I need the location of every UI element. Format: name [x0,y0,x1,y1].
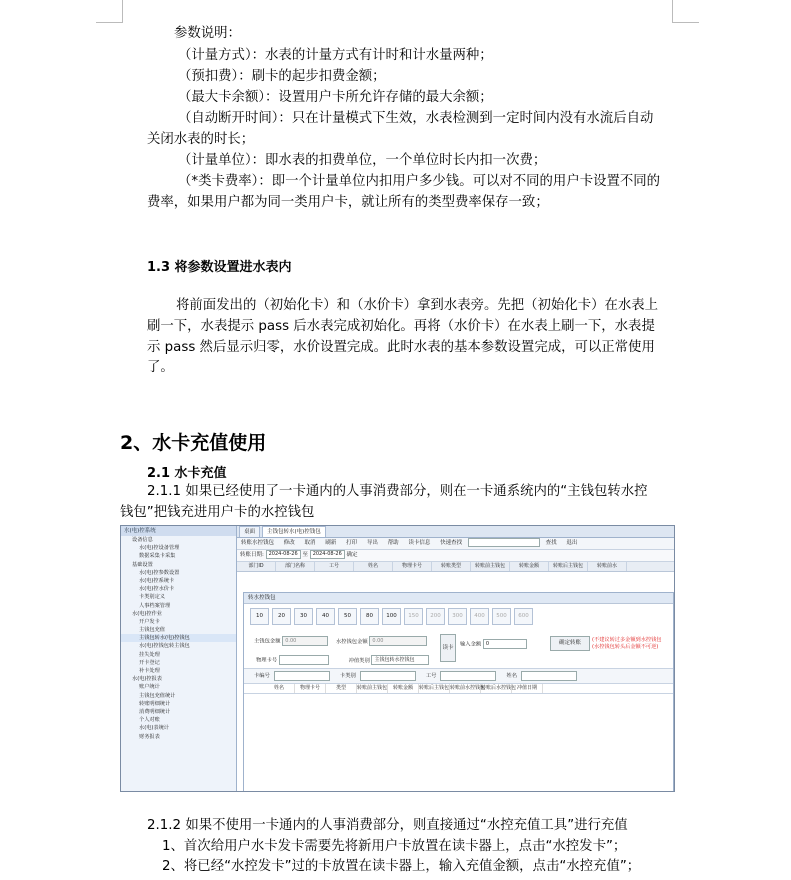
amount-button[interactable]: 20 [272,608,291,625]
toolbar-search-button[interactable]: 查找 [545,540,557,546]
result-column-header[interactable]: 类型 [326,684,357,693]
amount-button[interactable]: 50 [338,608,357,625]
nav-tree-item[interactable]: 水(电)表统计 [139,725,169,732]
date-separator: 至 [302,552,308,558]
charge-class-label: 冲值类别 [348,657,370,664]
toolbar-readcard-button[interactable]: 读卡信息 [408,540,431,546]
nav-tree-item[interactable]: 水(电)控报表 [132,676,162,683]
toolbar-print-button[interactable]: 打印 [346,540,358,546]
filter-label: 转账日期: [240,552,264,558]
nav-tree-item[interactable]: 财务报表 [139,733,160,740]
nav-tree-item[interactable]: 账户统计 [139,684,160,691]
result-column-header[interactable]: 转账后主钱包 [419,685,450,691]
paragraph-line: 刷一下，水表提示 pass 后水表完成初始化。再将（水价卡）在水表上刷一下，水表提 [147,319,655,334]
toolbar-edit-button[interactable]: 修改 [283,540,295,546]
input-amount-field[interactable]: 0 [483,639,527,649]
nav-tree-item[interactable]: 水(电)控设备管理 [139,545,180,552]
section-2-heading: 2、水卡充值使用 [120,432,267,454]
input-amount-row [460,639,527,649]
amount-button[interactable]: 500 [492,608,511,625]
quick-search-input[interactable] [468,538,540,547]
paragraph-line: 2、将已经“水控发卡”过的卡放置在读卡器上，输入充值金额，点击“水控充值”； [162,859,641,874]
dialog-title: 转水控钱包 [244,593,673,604]
date-from-input[interactable]: 2024-08-26 [266,550,301,559]
card-number-label: 物理卡号 [256,657,278,664]
transfer-dialog [243,592,674,792]
main-wallet-label: 主钱包金额 [254,638,281,645]
crop-mark-right [672,0,699,23]
paragraph-line: 2.1.1 如果已经使用了一卡通内的人事消费部分，则在一卡通系统内的“主钱包转水控 [147,484,648,499]
main-area [237,526,674,791]
param-line: （自动断开时间）：只在计量模式下生效，水表检测到一定时间内没有水流后自动 [178,111,654,126]
info-field-label: 姓名 [506,673,518,679]
result-column-header[interactable]: 转账后水控钱包 [481,685,517,691]
amount-button[interactable]: 40 [316,608,335,625]
main-wallet-field: 0.00 [282,636,328,646]
nav-tree-title: 水(电)控系统 [121,526,236,536]
grid-header [237,562,674,572]
param-line: 关闭水表的时长； [147,132,255,147]
result-column-header[interactable]: 转账前主钱包 [357,685,388,691]
charge-class-select[interactable]: 主钱包转水控钱包 [371,655,429,665]
amount-button[interactable]: 200 [426,608,445,625]
paragraph-line: 将前面发出的（初始化卡）和（水价卡）拿到水表旁。先把（初始化卡）在水表上 [176,298,659,313]
date-to-input[interactable]: 2024-08-26 [310,550,345,559]
card-number-field[interactable] [279,655,329,665]
crop-mark-left [96,0,123,23]
nav-tree-items [121,536,236,741]
param-line: （计量方式）：水表的计量方式有计时和计水量两种； [178,48,493,63]
quick-search-label: 快速查找 [440,540,463,546]
nav-tree-item[interactable]: 水(电)控钱包转主钱包 [139,643,190,650]
nav-tree-item[interactable]: 开卡登记 [139,659,160,666]
card-info-bar [244,668,673,684]
nav-tree-item[interactable]: 水(电)控作业 [132,610,162,617]
confirm-transfer-button[interactable]: 确定转账 [550,636,590,651]
paragraph-line: 示 pass 然后显示归零，水价设置完成。此时水表的基本参数设置完成，可以正常使用 [147,340,655,355]
water-wallet-field: 0.00 [369,636,427,646]
amount-buttons [250,608,536,625]
card-row [256,655,429,665]
grid-column-header[interactable]: 姓名 [354,562,393,571]
result-column-header[interactable]: 物理卡号 [295,684,326,693]
toolbar [237,538,674,550]
nav-tree-item[interactable]: 补卡处理 [139,668,160,674]
paragraph-line: 了。 [147,360,174,375]
filter-confirm-button[interactable]: 确定 [346,552,358,558]
toolbar-cancel-button[interactable]: 取消 [304,540,316,546]
toolbar-refresh-button[interactable]: 刷新 [325,540,337,546]
nav-tree-item[interactable]: 水(电)控参数设置 [139,569,180,576]
amount-button[interactable]: 10 [250,608,269,625]
paragraph-line: 1、首次给用户水卡发卡需要先将新用户卡放置在读卡器上，点击“水控发卡”； [162,839,627,854]
result-column-header[interactable]: 转账前水控钱包 [450,685,486,691]
nav-tree-item[interactable]: 主钱包充值统计 [139,692,176,699]
paragraph-line: 2.1.2 如果不使用一卡通内的人事消费部分，则直接通过“水控充值工具”进行充值 [147,818,628,833]
param-line: （计量单位）：即水表的扣费单位，一个单位时长内扣一次费； [178,153,547,168]
amount-button[interactable]: 600 [514,608,533,625]
grid-column-header[interactable]: 转账金额 [510,562,549,571]
filter-bar [237,550,674,562]
main-wallet-row [254,636,427,646]
tab-transfer[interactable]: 主钱包转水(电)控钱包 [262,526,326,537]
result-column-header[interactable]: 转账金额 [388,684,419,693]
nav-tree-item[interactable]: 转账明细统计 [139,700,171,707]
info-field-box [521,671,577,681]
nav-tree-item[interactable]: 卡类别定义 [139,594,165,601]
info-field-box [440,671,496,681]
param-line: 费率，如果用户都为同一类用户卡，就让所有的类型费率保存一致； [147,195,549,210]
tab-bar [237,526,674,538]
warning-line: (不建议转过多金额到水控钱包 [592,637,662,643]
amount-button[interactable]: 100 [382,608,401,625]
embedded-screenshot [120,525,675,792]
param-line: （最大卡余额）：设置用户卡所允许存储的最大余额； [178,90,493,105]
grid-column-header[interactable]: 部门ID [237,562,276,571]
info-field-label: 工号 [425,673,437,679]
grid-column-header[interactable]: 转账后主钱包 [549,562,588,571]
grid-column-header[interactable]: 转账前水 [588,562,627,571]
amount-button[interactable]: 30 [294,608,313,625]
water-wallet-label: 水控钱包金额 [335,638,368,645]
nav-tree-item[interactable]: 基础设置 [132,561,153,568]
amount-button[interactable]: 80 [360,608,379,625]
info-field-box [274,671,330,681]
params-title: 参数说明： [174,26,241,41]
nav-tree-item[interactable]: 设备信息 [132,537,153,543]
info-field-label: 卡类别 [339,673,356,679]
toolbar-exit-button[interactable]: 退出 [566,540,578,546]
result-column-header[interactable]: 姓名 [264,684,295,693]
grid-column-header[interactable]: 转账类型 [432,562,471,571]
section-1-3-heading: 1.3 将参数设置进水表内 [147,260,292,275]
read-card-button[interactable]: 读卡 [440,634,456,662]
nav-tree-item[interactable]: 主钱包充值 [139,627,165,634]
nav-tree-item[interactable]: 主钱包转水(电)控钱包 [121,634,236,642]
toolbar-transfer-button[interactable]: 转账水控钱包 [241,540,275,546]
warning-line: (水控钱包转头后金额不可逆) [592,644,659,650]
info-field-box [360,671,416,681]
amount-button[interactable]: 400 [470,608,489,625]
result-column-header[interactable]: 冲值日期 [512,684,543,693]
grid-column-header[interactable]: 物理卡号 [393,562,432,571]
nav-tree-item[interactable]: 水(电)控水价卡 [139,586,175,593]
grid-column-header[interactable]: 部门名称 [276,562,315,571]
amount-button[interactable]: 150 [404,608,423,625]
amount-button[interactable]: 300 [448,608,467,625]
nav-tree-item[interactable]: 个人对账 [139,717,160,724]
nav-tree [121,526,237,791]
param-line: （*类卡费率）：即一个计量单位内扣用户多少钱。可以对不同的用户卡设置不同的 [178,174,661,189]
info-field-label: 卡编号 [254,673,270,679]
nav-tree-item[interactable]: 人事档案管理 [139,602,171,609]
nav-tree-item[interactable]: 数据采集卡采集 [139,553,176,560]
nav-tree-item[interactable]: 水(电)控系统卡 [139,577,175,584]
nav-tree-item[interactable]: 挂失处理 [139,651,160,658]
nav-tree-item[interactable]: 开户发卡 [139,618,160,625]
grid-column-header[interactable]: 转账前主钱包 [471,562,510,571]
result-grid-header [244,684,673,694]
param-line: （预扣费）：刷卡的起步扣费金额； [178,69,386,84]
section-2-1-heading: 2.1 水卡充值 [147,466,227,481]
nav-tree-item[interactable]: 消费明细统计 [139,708,171,715]
toolbar-export-button[interactable]: 导出 [366,540,378,546]
grid-column-header[interactable]: 工号 [315,562,354,571]
tab-desktop[interactable]: 桌面 [239,526,260,537]
paragraph-line: 钱包”把钱充进用户卡的水控钱包 [120,505,315,520]
toolbar-help-button[interactable]: 帮助 [387,540,399,546]
input-amount-label: 输入金额 [460,641,482,648]
